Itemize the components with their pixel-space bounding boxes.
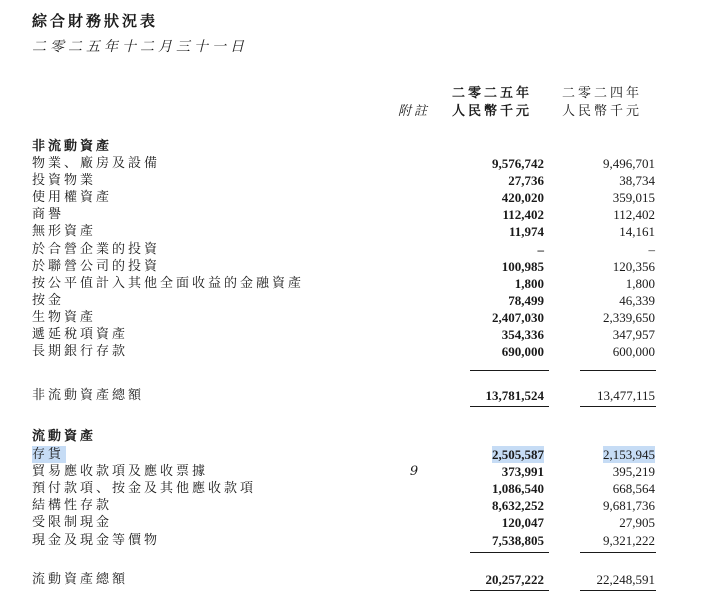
total-rule-2024 — [580, 406, 656, 407]
row-label: 受限制現金 — [32, 515, 113, 531]
year-2025-header: 二零二五年 — [452, 86, 533, 101]
value-2025: 2,407,030 — [492, 309, 544, 325]
value-2024: 9,321,222 — [603, 532, 655, 548]
value-2024: 38,734 — [619, 173, 655, 189]
non-current-assets-heading: 非流動資產 — [32, 139, 113, 154]
row-label: 結構性存款 — [32, 498, 113, 514]
value-2025: 690,000 — [501, 344, 544, 360]
value-2025: 120,047 — [501, 515, 544, 531]
subtotal-rule-2025 — [470, 552, 549, 553]
row-label: 現金及現金等價物 — [32, 532, 161, 548]
table-row — [0, 446, 719, 463]
value-2024: 9,496,701 — [603, 156, 655, 171]
value-2025: 1,086,540 — [492, 481, 544, 497]
total-2025-value: 20,257,222 — [485, 572, 544, 587]
total-row — [0, 387, 719, 404]
value-2025: 11,974 — [508, 224, 544, 240]
value-2025: 7,538,805 — [492, 532, 544, 548]
total-2024-value: 22,248,591 — [596, 572, 655, 587]
value-2024: 120,356 — [612, 258, 655, 274]
table-row — [0, 480, 719, 497]
total-label: 流動資產總額 — [32, 572, 129, 587]
table-row — [0, 514, 719, 531]
table-row — [0, 463, 719, 480]
unit-2025-header: 人民幣千元 — [452, 104, 533, 119]
total-2024-value: 13,477,115 — [596, 388, 655, 403]
subtotal-rule-2024 — [580, 552, 656, 553]
value-2024: 14,161 — [619, 224, 655, 240]
total-label: 非流動資產總額 — [32, 388, 145, 403]
value-2024: 2,339,650 — [603, 309, 655, 325]
row-label: 無形資產 — [32, 224, 97, 240]
table-row — [0, 241, 719, 258]
row-label: 遞延稅項資產 — [32, 327, 129, 342]
table-row — [0, 172, 719, 189]
row-label: 生物資產 — [32, 309, 97, 325]
value-2024: 1,800 — [625, 275, 655, 291]
table-row — [0, 309, 719, 326]
row-label: 貿易應收款項及應收票據 — [32, 464, 209, 480]
total-2025-value: 13,781,524 — [485, 388, 544, 403]
statement-date: 二零二五年十二月三十一日 — [32, 39, 248, 55]
row-label: 長期銀行存款 — [32, 344, 129, 360]
value-2024: 600,000 — [612, 344, 655, 360]
value-2025: 1,800 — [514, 275, 544, 291]
value-2025: 100,985 — [501, 258, 544, 274]
value-2025: 8,632,252 — [492, 498, 544, 514]
row-label: 投資物業 — [32, 173, 97, 189]
table-row — [0, 532, 719, 549]
total-rule-2024 — [580, 590, 656, 591]
table-row — [0, 258, 719, 275]
value-2025: 9,576,742 — [492, 156, 544, 171]
unit-2024-header: 人民幣千元 — [562, 104, 643, 119]
value-2024: 46,339 — [619, 292, 655, 308]
table-row — [0, 189, 719, 206]
section-heading-row — [0, 428, 719, 445]
value-2024: 9,681,736 — [603, 498, 655, 514]
table-row — [0, 326, 719, 343]
value-2025: 27,736 — [508, 173, 544, 189]
value-2024: 27,905 — [619, 515, 655, 531]
row-label: 存貨 — [32, 447, 65, 462]
table-row — [0, 275, 719, 292]
total-row — [0, 571, 719, 588]
value-2025: 2,505,587 — [492, 447, 544, 462]
row-label: 於合營企業的投資 — [32, 241, 161, 257]
value-2025: 354,336 — [501, 327, 544, 342]
value-2025: 112,402 — [502, 207, 544, 223]
current-assets-heading: 流動資產 — [32, 429, 97, 444]
section-heading-row — [0, 138, 719, 155]
value-2024: 668,564 — [612, 481, 655, 497]
table-row — [0, 497, 719, 514]
value-2024: 2,153,945 — [603, 447, 655, 462]
row-label: 於聯營公司的投資 — [32, 258, 161, 274]
value-2025: 78,499 — [508, 292, 544, 308]
value-2025: 373,991 — [501, 464, 544, 480]
value-2024: 112,402 — [613, 207, 655, 223]
statement-title: 綜合財務狀況表 — [32, 12, 159, 30]
value-2025: 420,020 — [501, 190, 544, 206]
value-2025: – — [537, 241, 544, 257]
subtotal-rule-2024 — [580, 370, 656, 371]
value-2024: 347,957 — [612, 327, 655, 342]
row-label: 商譽 — [32, 207, 65, 223]
total-rule-2025 — [470, 406, 549, 407]
value-2024: 359,015 — [612, 190, 655, 206]
note-column-header: 附註 — [398, 104, 431, 119]
table-row — [0, 292, 719, 309]
row-label: 按公平值計入其他全面收益的金融資產 — [32, 275, 305, 291]
row-label: 物業、廠房及設備 — [32, 156, 161, 171]
table-row — [0, 206, 719, 223]
row-label: 按金 — [32, 292, 65, 308]
row-note: 9 — [409, 464, 419, 480]
value-2024: – — [648, 241, 655, 257]
row-label: 預付款項、按金及其他應收款項 — [32, 481, 257, 497]
table-row — [0, 343, 719, 360]
year-2024-header: 二零二四年 — [562, 86, 643, 101]
row-label: 使用權資產 — [32, 190, 113, 206]
value-2024: 395,219 — [612, 464, 655, 480]
total-rule-2025 — [470, 590, 549, 591]
table-row — [0, 223, 719, 240]
subtotal-rule-2025 — [470, 370, 549, 371]
table-row — [0, 155, 719, 172]
